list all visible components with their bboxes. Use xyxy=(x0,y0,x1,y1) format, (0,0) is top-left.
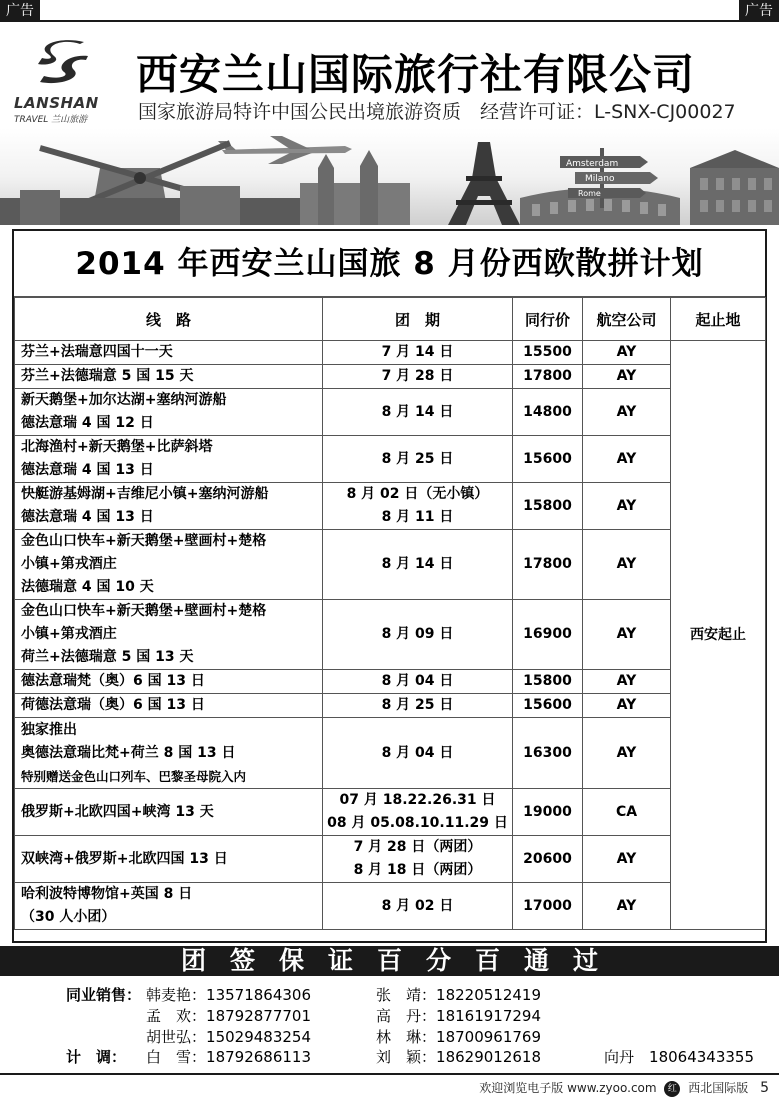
top-rule xyxy=(0,20,779,22)
route-cell xyxy=(15,694,323,718)
route-line: 德法意瑞 4 国 12 日 xyxy=(21,415,154,431)
contact-entry: 白 雪：18792686113 xyxy=(146,1048,312,1066)
header-route: 线 路 xyxy=(15,298,323,341)
route-cell xyxy=(15,670,323,694)
route-cell xyxy=(15,483,323,530)
route-line: 特别赠送金色山口列车、巴黎圣母院入内 xyxy=(21,768,247,784)
contact-entry: 胡世弘：15029483254 xyxy=(146,1028,312,1046)
date-cell xyxy=(323,483,513,530)
airline-cell: AY xyxy=(583,341,671,365)
tour-schedule-table xyxy=(14,297,766,930)
price-cell: 17000 xyxy=(513,883,583,930)
date-cell xyxy=(323,341,513,365)
route-cell xyxy=(15,883,323,930)
route-line: 芬兰+法瑞意四国十一天 xyxy=(21,344,173,360)
date-line: 08 月 05.08.10.11.29 日 xyxy=(327,815,508,831)
page-footer xyxy=(479,1079,769,1097)
route-cell xyxy=(15,530,323,600)
contact-entry: 向丹 18064343355 xyxy=(604,1048,755,1066)
header-price: 同行价 xyxy=(513,298,583,341)
table-row xyxy=(15,718,766,789)
tour-plan-box xyxy=(12,229,767,943)
price-cell: 17800 xyxy=(513,365,583,389)
contact-entry: 高 丹：18161917294 xyxy=(376,1007,542,1025)
eiffel-tower-icon xyxy=(448,142,520,225)
route-cell xyxy=(15,389,323,436)
price-cell: 17800 xyxy=(513,530,583,600)
europe-landmarks-banner xyxy=(0,128,779,225)
contact-entry: 刘 颖：18629012618 xyxy=(376,1048,542,1066)
airline-cell: AY xyxy=(583,365,671,389)
airplane-icon xyxy=(218,136,352,164)
footer-text: 欢迎浏览电子版 www.zyoo.com xyxy=(479,1081,657,1095)
price-cell: 15800 xyxy=(513,670,583,694)
route-line: 小镇+第戎酒庄 xyxy=(21,556,117,572)
date-line: 07 月 18.22.26.31 日 xyxy=(339,792,496,808)
price-cell: 19000 xyxy=(513,789,583,836)
table-row xyxy=(15,694,766,718)
route-line: 德法意瑞 4 国 13 日 xyxy=(21,462,154,478)
date-line: 7 月 14 日 xyxy=(381,344,454,360)
route-line: 独家推出 xyxy=(21,721,77,738)
airline-cell: AY xyxy=(583,530,671,600)
page-number: 5 xyxy=(760,1080,769,1096)
date-cell xyxy=(323,436,513,483)
bottom-rule xyxy=(0,1073,779,1075)
table-row xyxy=(15,436,766,483)
route-line: 快艇游基姆湖+吉维尼小镇+塞纳河游船 xyxy=(21,486,269,502)
table-row xyxy=(15,483,766,530)
airline-cell: AY xyxy=(583,483,671,530)
airline-cell: AY xyxy=(583,600,671,670)
price-cell: 14800 xyxy=(513,389,583,436)
date-line: 8 月 25 日 xyxy=(381,697,454,713)
airline-cell: AY xyxy=(583,694,671,718)
price-cell: 15800 xyxy=(513,483,583,530)
airline-cell: AY xyxy=(583,883,671,930)
date-cell xyxy=(323,600,513,670)
date-line: 8 月 02 日 xyxy=(381,897,454,914)
table-row xyxy=(15,530,766,600)
date-cell xyxy=(323,883,513,930)
company-header xyxy=(0,24,779,128)
table-row xyxy=(15,883,766,930)
date-cell xyxy=(323,789,513,836)
route-cell xyxy=(15,341,323,365)
edition-badge-icon: 红 xyxy=(664,1081,680,1097)
date-line: 8 月 04 日 xyxy=(381,744,454,761)
banner-sign-rome: Rome xyxy=(578,189,601,198)
route-line: 北海渔村+新天鹅堡+比萨斜塔 xyxy=(21,439,213,455)
airline-cell: AY xyxy=(583,389,671,436)
date-cell xyxy=(323,718,513,789)
slogan-bar xyxy=(0,946,779,976)
table-row xyxy=(15,389,766,436)
date-line: 8 月 18 日（两团） xyxy=(353,862,482,878)
date-line: 8 月 04 日 xyxy=(381,673,454,689)
date-line: 8 月 14 日 xyxy=(381,556,454,572)
date-cell xyxy=(323,836,513,883)
route-cell xyxy=(15,789,323,836)
banner-sign-amsterdam: Amsterdam xyxy=(566,159,619,169)
slogan-text: 团签保证百分百通过 xyxy=(180,946,622,975)
ad-tag-left: 广告 xyxy=(0,0,40,22)
airline-cell: AY xyxy=(583,670,671,694)
route-line: 荷兰+法德瑞意 5 国 13 天 xyxy=(21,649,194,665)
price-cell: 16300 xyxy=(513,718,583,789)
logo-english-text: LANSHAN xyxy=(14,94,99,112)
date-line: 8 月 09 日 xyxy=(381,626,454,642)
company-license: 国家旅游局特许中国公民出境旅游资质 经营许可证：L-SNX-CJ00027 xyxy=(138,101,736,123)
price-cell: 15500 xyxy=(513,341,583,365)
contact-entry: 韩麦艳：13571864306 xyxy=(146,986,312,1004)
departure-cell: 西安起止 xyxy=(671,341,766,930)
company-logo xyxy=(14,38,106,128)
route-cell xyxy=(15,836,323,883)
airline-cell: AY xyxy=(583,436,671,483)
palace-building-icon xyxy=(690,150,779,225)
header-airline: 航空公司 xyxy=(583,298,671,341)
contact-entry: 孟 欢：18792877701 xyxy=(146,1007,312,1025)
route-line: 新天鹅堡+加尔达湖+塞纳河游船 xyxy=(21,392,227,408)
cathedral-icon xyxy=(300,150,410,225)
table-row xyxy=(15,789,766,836)
route-line: 金色山口快车+新天鹅堡+壁画村+楚格 xyxy=(21,603,267,619)
route-cell xyxy=(15,718,323,789)
ad-tag-right: 广告 xyxy=(739,0,779,22)
date-cell xyxy=(323,670,513,694)
date-line: 8 月 25 日 xyxy=(381,450,454,467)
route-line: 荷德法意瑞（奥）6 国 13 日 xyxy=(21,697,205,713)
route-cell xyxy=(15,365,323,389)
route-line: 芬兰+法德瑞意 5 国 15 天 xyxy=(21,368,194,384)
route-line: 俄罗斯+北欧四国+峡湾 13 天 xyxy=(21,803,214,820)
date-line: 8 月 02 日（无小镇） xyxy=(346,486,489,502)
header-date: 团 期 xyxy=(323,298,513,341)
date-cell xyxy=(323,694,513,718)
date-cell xyxy=(323,365,513,389)
plan-label: 计 调： xyxy=(66,1048,127,1066)
plan-title: 2014 年西安兰山国旅 8 月份西欧散拼计划 xyxy=(14,231,765,297)
route-line: 奥德法意瑞比梵+荷兰 8 国 13 日 xyxy=(21,744,236,761)
contact-entry: 林 琳：18700961769 xyxy=(376,1028,542,1046)
route-line: 金色山口快车+新天鹅堡+壁画村+楚格 xyxy=(21,533,267,549)
header-departure: 起止地 xyxy=(671,298,766,341)
route-cell xyxy=(15,436,323,483)
date-line: 7 月 28 日（两团） xyxy=(353,839,482,855)
table-row xyxy=(15,341,766,365)
contact-entry: 张 靖：18220512419 xyxy=(376,986,542,1004)
landmarks-illustration xyxy=(0,128,779,225)
airline-cell: AY xyxy=(583,718,671,789)
lanshan-logo-icon xyxy=(32,38,92,88)
footer-edition: 西北国际版 xyxy=(688,1081,749,1095)
route-line: 德法意瑞 4 国 13 日 xyxy=(21,509,154,525)
route-line: 双峡湾+俄罗斯+北欧四国 13 日 xyxy=(21,850,228,867)
price-cell: 16900 xyxy=(513,600,583,670)
airline-cell: AY xyxy=(583,836,671,883)
date-cell xyxy=(323,389,513,436)
route-line: 法德瑞意 4 国 10 天 xyxy=(21,579,154,595)
table-row xyxy=(15,670,766,694)
price-cell: 20600 xyxy=(513,836,583,883)
company-name: 西安兰山国际旅行社有限公司 xyxy=(136,50,696,99)
logo-sub-text: TRAVEL 兰山旅游 xyxy=(14,115,88,125)
banner-sign-milano: Milano xyxy=(585,174,615,184)
sales-label: 同业销售： xyxy=(66,986,142,1004)
contacts-section xyxy=(0,978,779,1074)
date-cell xyxy=(323,530,513,600)
route-line: 德法意瑞梵（奥）6 国 13 日 xyxy=(21,673,205,689)
airline-cell: CA xyxy=(583,789,671,836)
table-header-row xyxy=(15,298,766,341)
route-cell xyxy=(15,600,323,670)
price-cell: 15600 xyxy=(513,694,583,718)
table-row xyxy=(15,836,766,883)
table-row xyxy=(15,365,766,389)
date-line: 8 月 14 日 xyxy=(381,403,454,420)
route-line: （30 人小团） xyxy=(21,909,116,925)
table-row xyxy=(15,600,766,670)
route-line: 哈利波特博物馆+英国 8 日 xyxy=(21,886,193,902)
route-line: 小镇+第戎酒庄 xyxy=(21,626,117,642)
date-line: 7 月 28 日 xyxy=(381,368,454,384)
price-cell: 15600 xyxy=(513,436,583,483)
date-line: 8 月 11 日 xyxy=(381,509,454,525)
